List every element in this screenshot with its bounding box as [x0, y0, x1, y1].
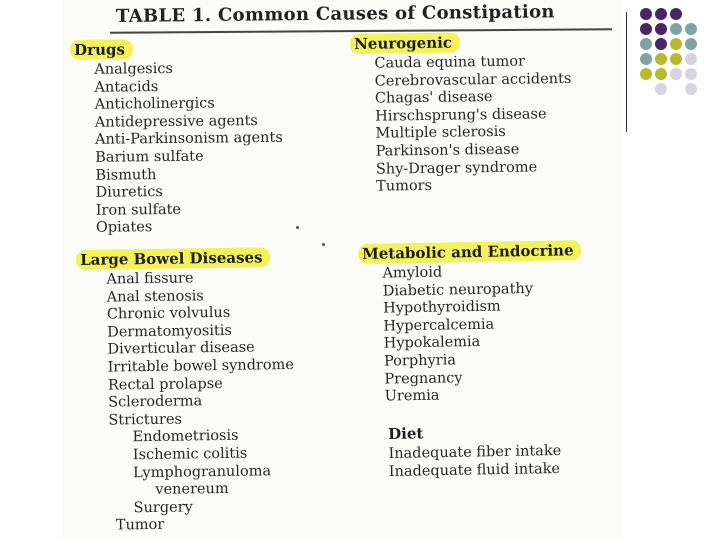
list-item: Parkinson's disease	[375, 141, 520, 160]
decor-dot	[685, 53, 697, 65]
list-item: Anti-Parkinsonism agents	[94, 130, 283, 149]
list-item-sub: Lymphogranuloma	[133, 462, 272, 481]
diet-list	[388, 443, 561, 481]
list-item: Hirschsprung's disease	[375, 106, 547, 125]
list-item: Anticholinergics	[94, 95, 215, 113]
large-bowel-header: Large Bowel Diseases	[76, 247, 271, 270]
drugs-list	[70, 60, 284, 238]
list-item: Rectal prolapse	[107, 375, 223, 394]
decor-dot	[670, 68, 682, 80]
list-item: Dermatomyositis	[107, 322, 233, 341]
list-item: Uremia	[384, 387, 440, 405]
list-item: Inadequate fiber intake	[388, 442, 562, 462]
list-item: Hypokalemia	[383, 334, 481, 352]
list-item: Diverticular disease	[107, 339, 255, 358]
decor-dot	[640, 68, 652, 80]
drugs-section	[70, 38, 284, 238]
list-item: Inadequate fluid intake	[388, 460, 561, 480]
decor-dot	[670, 53, 682, 65]
list-item: Antidepressive agents	[94, 112, 258, 131]
decor-dot	[670, 23, 682, 35]
list-item-continuation: venereum	[155, 481, 229, 499]
list-item: Diabetic neuropathy	[382, 280, 534, 300]
list-item: Cerebrovascular accidents	[374, 70, 572, 90]
list-item: Tumors	[376, 178, 433, 195]
decor-dot	[640, 53, 652, 65]
list-item: Shy-Drager syndrome	[375, 158, 538, 178]
list-item: Amyloid	[382, 264, 443, 282]
list-item: Opiates	[95, 219, 153, 237]
list-item: Barium sulfate	[95, 148, 204, 166]
decor-dot	[640, 8, 652, 20]
list-item: Chronic volvulus	[106, 305, 231, 323]
decor-dot	[670, 8, 682, 20]
decor-dot	[655, 68, 667, 80]
metabolic-list	[358, 262, 584, 407]
drugs-header: Drugs	[70, 39, 133, 60]
decor-dot	[685, 23, 697, 35]
scan-speck	[296, 226, 299, 229]
list-item: Tumor	[115, 517, 165, 534]
decor-dot	[685, 68, 697, 80]
list-item: Antacids	[94, 78, 159, 96]
list-item: Irritable bowel syndrome	[107, 356, 295, 376]
list-item-sub: Surgery	[133, 499, 193, 516]
list-item: Diuretics	[95, 184, 163, 201]
decor-dot	[670, 38, 682, 50]
list-item: Porphyria	[383, 352, 457, 370]
list-item-sub: Ischemic colitis	[132, 445, 248, 464]
list-item: Hypothyroidism	[382, 298, 501, 317]
metabolic-section	[358, 240, 584, 407]
neurogenic-list	[350, 53, 573, 197]
decor-dot	[685, 83, 697, 95]
list-item: Analgesics	[94, 60, 174, 78]
decor-dot	[655, 38, 667, 50]
list-item: Anal fissure	[106, 270, 194, 288]
diet-section	[388, 421, 562, 481]
large-bowel-section	[76, 247, 296, 536]
neurogenic-section	[350, 31, 573, 197]
list-item: Strictures	[108, 411, 183, 429]
list-item: Iron sulfate	[95, 201, 182, 219]
list-item: Bismuth	[95, 166, 157, 184]
decor-dot	[640, 38, 652, 50]
decor-vertical-line	[626, 12, 627, 132]
list-item: Chagas' disease	[374, 89, 493, 107]
large-bowel-list	[76, 269, 296, 536]
list-item: Pregnancy	[384, 369, 463, 388]
decor-dot	[655, 23, 667, 35]
list-item: Multiple sclerosis	[375, 124, 506, 143]
neurogenic-header: Neurogenic	[350, 32, 460, 54]
decor-dot	[685, 38, 697, 50]
list-item: Anal stenosis	[106, 287, 204, 306]
metabolic-header: Metabolic and Endocrine	[358, 240, 582, 264]
scan-speck	[322, 243, 325, 246]
decor-dot	[655, 83, 667, 95]
list-item-sub: Endometriosis	[132, 428, 239, 446]
decor-dot	[655, 53, 667, 65]
list-item: Scleroderma	[108, 393, 203, 411]
table-title: TABLE 1. Common Causes of Constipation	[115, 1, 555, 27]
list-item: Cauda equina tumor	[374, 53, 526, 72]
decor-dot	[655, 8, 667, 20]
decor-dot	[640, 23, 652, 35]
list-item: Hypercalcemia	[383, 316, 495, 335]
diet-header: Diet	[388, 424, 424, 443]
